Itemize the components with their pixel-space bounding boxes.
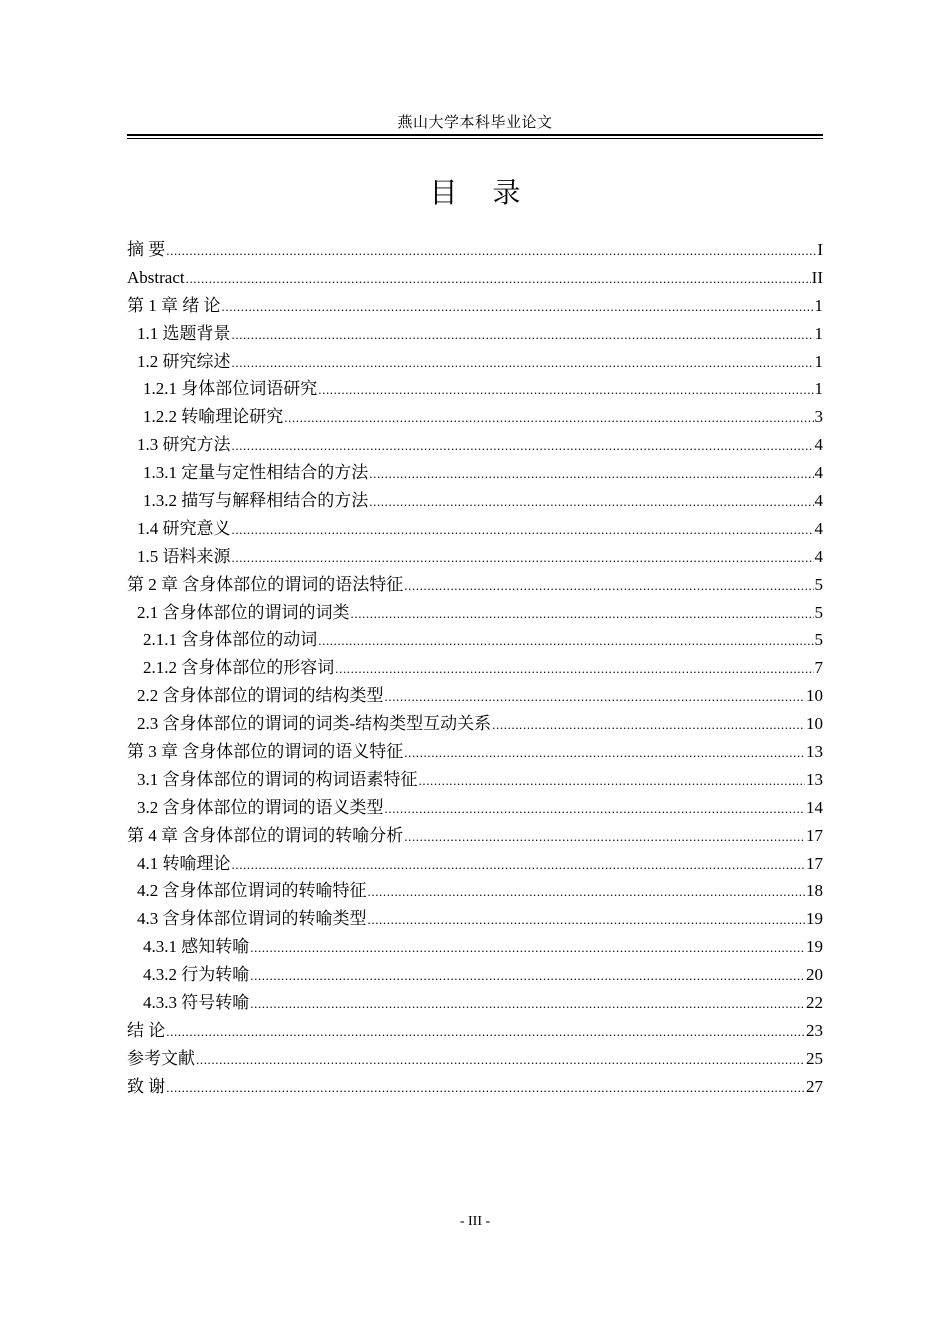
toc-dot-leader	[404, 571, 813, 600]
toc-entry[interactable]	[127, 626, 823, 654]
toc-entry[interactable]	[127, 487, 823, 515]
toc-title: 目 录	[429, 178, 535, 209]
toc-dot-leader	[385, 682, 806, 711]
toc-entry[interactable]	[127, 654, 823, 682]
toc-dot-leader	[232, 543, 814, 572]
toc-entry[interactable]	[127, 933, 823, 961]
toc-entry-page: 20	[806, 965, 823, 985]
toc-entry-page: 3	[814, 407, 823, 427]
toc-entry[interactable]	[127, 375, 823, 403]
toc-dot-leader	[404, 738, 805, 767]
toc-entry[interactable]	[127, 766, 823, 794]
toc-dot-leader	[166, 1017, 805, 1046]
toc-entry-page: 1	[814, 379, 823, 399]
toc-entry-label: 1.4 研究意义	[137, 518, 231, 538]
toc-entry-page: 19	[806, 937, 823, 957]
toc-entry-label: 第 3 章 含身体部位的谓词的语义特征	[127, 742, 404, 762]
toc-entry[interactable]	[127, 710, 823, 738]
toc-entry[interactable]	[127, 515, 823, 543]
toc-dot-leader	[232, 348, 814, 377]
toc-entry-label: 致 谢	[127, 1076, 166, 1096]
toc-entry[interactable]	[127, 236, 823, 264]
toc-dot-leader	[232, 320, 814, 349]
toc-entry-label: 结 论	[127, 1020, 166, 1040]
toc-entry-label: 4.2 含身体部位谓词的转喻特征	[137, 881, 367, 901]
toc-entry-label: 1.3 研究方法	[137, 435, 231, 455]
toc-entry[interactable]	[127, 1017, 823, 1045]
toc-entry-page: 1	[814, 295, 823, 315]
toc-entry[interactable]	[127, 738, 823, 766]
toc-dot-leader	[186, 264, 811, 293]
toc-entry-page: 4	[814, 435, 823, 455]
toc-entry[interactable]	[127, 989, 823, 1017]
toc-dot-leader	[284, 403, 813, 432]
toc-entry-label: 第 2 章 含身体部位的谓词的语法特征	[127, 574, 404, 594]
toc-entry-page: 1	[814, 323, 823, 343]
toc-entry[interactable]	[127, 794, 823, 822]
toc-entry[interactable]	[127, 1073, 823, 1101]
toc-entry[interactable]	[127, 348, 823, 376]
toc-entry-label: 1.5 语料来源	[137, 546, 231, 566]
toc-entry-page: 5	[814, 574, 823, 594]
toc-entry-label: 1.3.1 定量与定性相结合的方法	[143, 463, 369, 483]
toc-entry-page: 13	[806, 769, 823, 789]
toc-dot-leader	[385, 794, 806, 823]
toc-dot-leader	[166, 1073, 805, 1102]
toc-entry[interactable]	[127, 264, 823, 292]
toc-entry[interactable]	[127, 822, 823, 850]
toc-entry[interactable]	[127, 1045, 823, 1073]
toc-entry-page: 17	[806, 853, 823, 873]
toc-entry[interactable]	[127, 961, 823, 989]
toc-entry[interactable]	[127, 292, 823, 320]
toc-entry-label: 2.1.2 含身体部位的形容词	[143, 658, 335, 678]
toc-dot-leader	[492, 710, 805, 739]
toc-entry-page: 13	[806, 742, 823, 762]
table-of-contents	[127, 236, 823, 1101]
toc-entry-page: 27	[806, 1076, 823, 1096]
toc-dot-leader	[369, 459, 813, 488]
toc-entry-label: 4.3 含身体部位谓词的转喻类型	[137, 909, 367, 929]
toc-entry-page: 5	[814, 630, 823, 650]
toc-entry[interactable]	[127, 459, 823, 487]
toc-entry[interactable]	[127, 320, 823, 348]
running-header: 燕山大学本科毕业论文	[397, 115, 553, 131]
toc-entry-label: 第 1 章 绪 论	[127, 295, 221, 315]
toc-entry-label: 1.2.2 转喻理论研究	[143, 407, 284, 427]
toc-entry-label: 3.2 含身体部位的谓词的语义类型	[137, 797, 384, 817]
toc-entry-page: 1	[814, 351, 823, 371]
toc-entry-page: 10	[806, 714, 823, 734]
toc-entry-page: 4	[814, 546, 823, 566]
toc-entry-label: 第 4 章 含身体部位的谓词的转喻分析	[127, 825, 404, 845]
toc-entry-page: 4	[814, 463, 823, 483]
toc-entry-label: 2.3 含身体部位的谓词的词类-结构类型互动关系	[137, 714, 492, 734]
page-number: - III -	[459, 1214, 491, 1229]
toc-dot-leader	[222, 292, 814, 321]
toc-entry-page: II	[811, 267, 823, 287]
toc-entry-label: 1.3.2 描写与解释相结合的方法	[143, 491, 369, 511]
toc-entry-label: 3.1 含身体部位的谓词的构词语素特征	[137, 769, 418, 789]
toc-entry-page: I	[817, 240, 823, 259]
toc-entry-label: 2.1 含身体部位的谓词的词类	[137, 602, 350, 622]
toc-dot-leader	[368, 905, 806, 934]
toc-entry-page: 22	[806, 993, 823, 1013]
toc-dot-leader	[419, 766, 806, 795]
toc-entry-page: 14	[806, 797, 823, 817]
toc-entry[interactable]	[127, 403, 823, 431]
toc-entry-label: 参考文献	[127, 1048, 195, 1068]
toc-dot-leader	[250, 989, 805, 1018]
toc-dot-leader	[335, 654, 813, 683]
toc-dot-leader	[368, 877, 806, 906]
toc-dot-leader	[318, 375, 813, 404]
header-rule-thin	[127, 138, 823, 139]
toc-entry[interactable]	[127, 905, 823, 933]
toc-entry[interactable]	[127, 877, 823, 905]
toc-entry-page: 10	[806, 686, 823, 706]
toc-entry-label: 1.1 选题背景	[137, 323, 231, 343]
toc-entry-label: 2.2 含身体部位的谓词的结构类型	[137, 686, 384, 706]
toc-entry[interactable]	[127, 682, 823, 710]
toc-entry-label: 4.3.3 符号转喻	[143, 993, 250, 1013]
toc-dot-leader	[232, 515, 814, 544]
toc-entry-page: 4	[814, 518, 823, 538]
toc-dot-leader	[404, 822, 805, 851]
toc-dot-leader	[250, 933, 805, 962]
toc-dot-leader	[232, 850, 806, 879]
toc-entry[interactable]	[127, 543, 823, 571]
toc-entry[interactable]	[127, 431, 823, 459]
toc-entry-page: 17	[806, 825, 823, 845]
toc-entry-label: 4.3.1 感知转喻	[143, 937, 250, 957]
toc-entry-page: 4	[814, 491, 823, 511]
toc-entry-label: 4.3.2 行为转喻	[143, 965, 250, 985]
toc-entry-page: 7	[814, 658, 823, 678]
toc-entry-page: 23	[806, 1020, 823, 1040]
toc-entry-page: 5	[814, 602, 823, 622]
toc-entry-page: 19	[806, 909, 823, 929]
toc-entry-page: 18	[806, 881, 823, 901]
toc-dot-leader	[166, 236, 816, 265]
toc-entry[interactable]	[127, 599, 823, 627]
toc-dot-leader	[318, 626, 813, 655]
toc-dot-leader	[232, 431, 814, 460]
toc-entry-label: 摘 要	[127, 240, 166, 259]
toc-entry[interactable]	[127, 850, 823, 878]
toc-entry-label: 1.2.1 身体部位词语研究	[143, 379, 318, 399]
toc-dot-leader	[250, 961, 805, 990]
toc-entry-label: 2.1.1 含身体部位的动词	[143, 630, 318, 650]
toc-entry-page: 25	[806, 1048, 823, 1068]
toc-dot-leader	[369, 487, 813, 516]
toc-dot-leader	[351, 599, 814, 628]
toc-entry-label: 1.2 研究综述	[137, 351, 231, 371]
toc-entry[interactable]	[127, 571, 823, 599]
toc-dot-leader	[196, 1045, 805, 1074]
toc-entry-label: Abstract	[127, 267, 185, 287]
header-rule-thick	[127, 134, 823, 136]
toc-entry-label: 4.1 转喻理论	[137, 853, 231, 873]
